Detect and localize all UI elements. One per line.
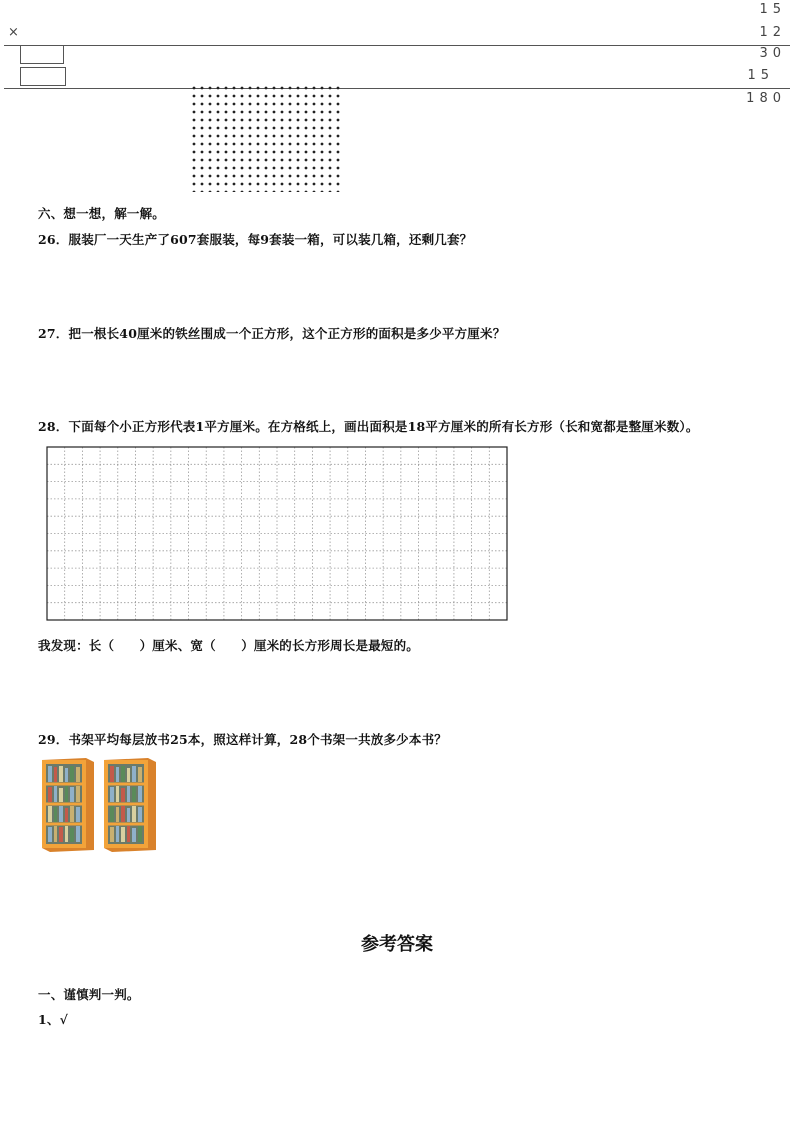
grid-dot (257, 95, 260, 98)
times-sign: × (8, 25, 19, 40)
grid-dot (305, 119, 308, 122)
grid-dot (257, 135, 260, 138)
grid-dot (193, 127, 196, 130)
grid-dot (265, 127, 268, 130)
grid-dot (337, 151, 340, 154)
question-28: 28．下面每个小正方形代表1平方厘米。在方格纸上，画出面积是18平方厘米的所有长方形（长和宽都是整厘米数）。 (38, 419, 699, 434)
grid-dot (233, 119, 236, 122)
grid-dot (321, 103, 324, 106)
grid-dot (321, 111, 324, 114)
grid-dot (225, 151, 228, 154)
grid-dot (209, 143, 212, 146)
grid-dot (233, 135, 236, 138)
grid-dot (241, 151, 244, 154)
grid-dot (273, 119, 276, 122)
grid-dot (217, 175, 220, 178)
grid-dot (321, 191, 324, 192)
grid-dot (305, 135, 308, 138)
grid-dot (337, 87, 340, 90)
grid-dot (225, 87, 228, 90)
grid-dot (265, 175, 268, 178)
grid-dot (225, 167, 228, 170)
grid-dot (193, 143, 196, 146)
grid-dot (241, 95, 244, 98)
grid-dot (257, 87, 260, 90)
grid-dot (273, 103, 276, 106)
grid-dot (249, 119, 252, 122)
grid-dot (265, 151, 268, 154)
question-27: 27．把一根长40厘米的铁丝围成一个正方形，这个正方形的面积是多少平方厘米？ (38, 326, 506, 341)
grid-dot (209, 191, 212, 192)
grid-dot (313, 159, 316, 162)
grid-dot (217, 183, 220, 186)
grid-dot (281, 95, 284, 98)
multiplier: 12 (759, 25, 786, 40)
grid-dot (265, 87, 268, 90)
grid-dot (265, 191, 268, 192)
grid-dot (273, 111, 276, 114)
grid-dot (217, 159, 220, 162)
grid-dot (273, 175, 276, 178)
grid-dot (321, 183, 324, 186)
grid-dot (313, 175, 316, 178)
grid-dot (249, 87, 252, 90)
grid-dot (233, 167, 236, 170)
grid-dot (217, 143, 220, 146)
grid-dot (289, 183, 292, 186)
grid-dot (289, 167, 292, 170)
grid-dot (297, 111, 300, 114)
grid-dot (297, 95, 300, 98)
grid-dot (249, 135, 252, 138)
grid-dot (273, 191, 276, 192)
grid-dot (209, 95, 212, 98)
grid-dot (241, 87, 244, 90)
grid-dot (241, 175, 244, 178)
grid-dot (313, 167, 316, 170)
grid-dot (209, 175, 212, 178)
section-6-heading: 六、想一想，解一解。 (38, 206, 166, 221)
grid-dot (265, 135, 268, 138)
grid-dot (209, 183, 212, 186)
grid-dot (273, 143, 276, 146)
grid-dot (337, 95, 340, 98)
grid-dot (281, 127, 284, 130)
grid-dot (329, 103, 332, 106)
grid-dot (321, 87, 324, 90)
grid-dot (337, 111, 340, 114)
grid-dot (249, 111, 252, 114)
grid-dot (201, 95, 204, 98)
grid-dot (297, 135, 300, 138)
partial-box-1 (20, 45, 64, 64)
grid-dot (337, 159, 340, 162)
grid-dot (249, 159, 252, 162)
grid-dot (233, 183, 236, 186)
grid-dot (313, 135, 316, 138)
grid-dot (249, 103, 252, 106)
grid-dot (257, 111, 260, 114)
grid-dot (321, 175, 324, 178)
grid-dot (305, 159, 308, 162)
grid-dot (193, 135, 196, 138)
grid-dot (305, 127, 308, 130)
grid-dot (249, 175, 252, 178)
grid-dot (289, 87, 292, 90)
grid-dot (257, 119, 260, 122)
grid-dot (241, 159, 244, 162)
grid-dot (209, 111, 212, 114)
grid-dot (233, 151, 236, 154)
bookshelf-illustration-1 (40, 756, 96, 852)
grid-dot (329, 87, 332, 90)
rule-line (4, 45, 790, 46)
grid-dot (305, 143, 308, 146)
grid-dot (241, 111, 244, 114)
grid-dot (305, 87, 308, 90)
grid-dot (289, 95, 292, 98)
grid-dot (281, 159, 284, 162)
grid-dot (193, 175, 196, 178)
grid-dot (241, 191, 244, 192)
grid-dot (241, 167, 244, 170)
grid-dot (329, 159, 332, 162)
grid-dot (233, 87, 236, 90)
grid-dot (329, 127, 332, 130)
grid-dot (297, 127, 300, 130)
grid-dot (305, 175, 308, 178)
grid-dot (281, 167, 284, 170)
grid-dot (265, 95, 268, 98)
grid-dot (313, 95, 316, 98)
grid-dot (305, 95, 308, 98)
grid-dot (281, 87, 284, 90)
grid-dot (233, 103, 236, 106)
grid-dot (209, 167, 212, 170)
grid-dot (249, 143, 252, 146)
grid-dot (273, 183, 276, 186)
grid-dot (313, 111, 316, 114)
grid-dot (305, 183, 308, 186)
grid-dot (321, 127, 324, 130)
rule-line-2 (4, 88, 790, 89)
grid-dot (281, 191, 284, 192)
grid-dot (201, 167, 204, 170)
grid-dot (193, 167, 196, 170)
grid-dot (257, 175, 260, 178)
grid-dot (201, 191, 204, 192)
grid-dot (273, 127, 276, 130)
grid-dot (265, 143, 268, 146)
grid-dot (289, 151, 292, 154)
grid-dot (201, 175, 204, 178)
grid-dot (217, 111, 220, 114)
grid-dot (321, 135, 324, 138)
grid-dot (233, 95, 236, 98)
grid-dot (193, 183, 196, 186)
grid-dot (281, 111, 284, 114)
grid-dot (201, 111, 204, 114)
grid-dot (257, 191, 260, 192)
square-grid-paper (46, 446, 508, 621)
grid-dot (257, 151, 260, 154)
grid-dot (193, 87, 196, 90)
grid-dot (201, 135, 204, 138)
grid-dot (217, 151, 220, 154)
grid-dot (233, 159, 236, 162)
grid-dot (257, 143, 260, 146)
grid-dot (193, 111, 196, 114)
grid-dot (193, 191, 196, 192)
grid-dot (241, 143, 244, 146)
grid-dot (273, 159, 276, 162)
grid-dot (289, 111, 292, 114)
grid-dot (297, 183, 300, 186)
grid-dot (297, 119, 300, 122)
grid-dot (209, 119, 212, 122)
grid-dot (297, 167, 300, 170)
grid-dot (225, 103, 228, 106)
grid-dot (313, 191, 316, 192)
grid-dot (201, 183, 204, 186)
grid-dot (321, 95, 324, 98)
grid-dot (337, 143, 340, 146)
grid-dot (257, 167, 260, 170)
grid-dot (217, 127, 220, 130)
grid-dot (281, 103, 284, 106)
grid-dot (289, 127, 292, 130)
grid-dot (321, 159, 324, 162)
grid-dot (201, 103, 204, 106)
grid-dot (305, 103, 308, 106)
answer-key-title: 参考答案 (361, 934, 433, 955)
grid-dot (233, 175, 236, 178)
grid-dot (281, 135, 284, 138)
grid-dot (249, 95, 252, 98)
grid-dot (233, 111, 236, 114)
grid-dot (201, 151, 204, 154)
grid-dot (337, 191, 340, 192)
grid-dot (201, 143, 204, 146)
grid-dot (233, 127, 236, 130)
grid-dot (201, 87, 204, 90)
grid-dot (329, 151, 332, 154)
grid-dot (289, 103, 292, 106)
grid-dot (289, 191, 292, 192)
grid-dot (225, 175, 228, 178)
grid-dot (249, 183, 252, 186)
grid-dot (305, 191, 308, 192)
grid-dot (225, 191, 228, 192)
grid-dot (297, 159, 300, 162)
grid-dot (225, 127, 228, 130)
grid-dot (201, 159, 204, 162)
grid-dot (241, 119, 244, 122)
grid-dot (329, 143, 332, 146)
grid-dot (201, 119, 204, 122)
grid-dot (193, 95, 196, 98)
grid-dot (225, 183, 228, 186)
grid-dot (217, 87, 220, 90)
grid-dot (273, 135, 276, 138)
dot-grid (190, 84, 342, 192)
grid-dot (337, 183, 340, 186)
grid-dot (305, 167, 308, 170)
grid-dot (297, 191, 300, 192)
grid-dot (297, 175, 300, 178)
grid-dot (217, 191, 220, 192)
grid-dot (193, 103, 196, 106)
partial-box-2 (20, 67, 66, 86)
grid-dot (281, 175, 284, 178)
product-result: 180 (746, 91, 786, 106)
grid-dot (257, 159, 260, 162)
grid-dot (217, 103, 220, 106)
question-26: 26．服装厂一天生产了607套服装，每9套装一箱，可以装几箱，还剩几套？ (38, 232, 473, 247)
grid-dot (337, 103, 340, 106)
grid-dot (289, 175, 292, 178)
grid-dot (209, 135, 212, 138)
question-28-finding: 我发现：长（ ）厘米、宽（ ）厘米的长方形周长是最短的。 (38, 638, 420, 653)
grid-dot (313, 143, 316, 146)
grid-dot (329, 111, 332, 114)
grid-dot (313, 183, 316, 186)
vertical-multiplication (0, 0, 786, 110)
grid-dot (265, 159, 268, 162)
grid-dot (209, 151, 212, 154)
grid-dot (289, 143, 292, 146)
grid-dot (225, 119, 228, 122)
grid-dot (321, 167, 324, 170)
bookshelf-illustration-2 (102, 756, 158, 852)
grid-dot (289, 159, 292, 162)
grid-dot (225, 159, 228, 162)
grid-dot (265, 103, 268, 106)
grid-dot (281, 119, 284, 122)
grid-dot (209, 159, 212, 162)
grid-dot (273, 95, 276, 98)
grid-dot (337, 127, 340, 130)
grid-dot (297, 103, 300, 106)
grid-dot (321, 151, 324, 154)
grid-dot (241, 135, 244, 138)
grid-dot (289, 119, 292, 122)
grid-dot (217, 135, 220, 138)
grid-dot (217, 167, 220, 170)
grid-dot (209, 127, 212, 130)
grid-dot (209, 87, 212, 90)
grid-dot (233, 191, 236, 192)
grid-dot (241, 103, 244, 106)
grid-dot (273, 87, 276, 90)
grid-dot (321, 143, 324, 146)
grid-dot (281, 143, 284, 146)
grid-dot (313, 127, 316, 130)
grid-dot (249, 191, 252, 192)
grid-dot (193, 159, 196, 162)
grid-dot (225, 111, 228, 114)
partial-product-1: 30 (759, 46, 786, 61)
grid-dot (329, 135, 332, 138)
answer-section-1-heading: 一、谨慎判一判。 (38, 987, 140, 1002)
grid-dot (217, 95, 220, 98)
grid-dot (273, 151, 276, 154)
grid-dot (249, 167, 252, 170)
grid-dot (225, 135, 228, 138)
question-29: 29．书架平均每层放书25本，照这样计算，28个书架一共放多少本书？ (38, 732, 447, 747)
grid-dot (321, 119, 324, 122)
grid-dot (329, 95, 332, 98)
grid-dot (289, 135, 292, 138)
grid-dot (297, 151, 300, 154)
grid-dot (249, 151, 252, 154)
grid-dot (209, 103, 212, 106)
grid-dot (257, 183, 260, 186)
grid-dot (257, 103, 260, 106)
grid-dot (329, 175, 332, 178)
grid-dot (273, 167, 276, 170)
partial-product-2: 15 (747, 68, 774, 83)
grid-dot (329, 191, 332, 192)
grid-dot (265, 167, 268, 170)
grid-dot (305, 111, 308, 114)
multiplicand: 15 (759, 2, 786, 17)
grid-dot (329, 119, 332, 122)
grid-dot (249, 127, 252, 130)
grid-dot (193, 151, 196, 154)
grid-dot (313, 87, 316, 90)
grid-dot (337, 175, 340, 178)
grid-dot (225, 143, 228, 146)
grid-dot (297, 87, 300, 90)
grid-dot (305, 151, 308, 154)
grid-dot (329, 167, 332, 170)
grid-dot (281, 151, 284, 154)
grid-dot (265, 119, 268, 122)
grid-dot (313, 151, 316, 154)
grid-dot (337, 135, 340, 138)
grid-dot (225, 95, 228, 98)
grid-dot (313, 103, 316, 106)
grid-dot (217, 119, 220, 122)
grid-dot (297, 143, 300, 146)
grid-dot (337, 167, 340, 170)
grid-dot (193, 119, 196, 122)
grid-dot (233, 143, 236, 146)
grid-dot (329, 183, 332, 186)
grid-dot (313, 119, 316, 122)
grid-dot (265, 111, 268, 114)
grid-dot (241, 127, 244, 130)
grid-dot (281, 183, 284, 186)
grid-dot (265, 183, 268, 186)
grid-dot (257, 127, 260, 130)
grid-dot (201, 127, 204, 130)
answer-item-1: 1、√ (38, 1012, 69, 1027)
grid-dot (337, 119, 340, 122)
grid-dot (241, 183, 244, 186)
